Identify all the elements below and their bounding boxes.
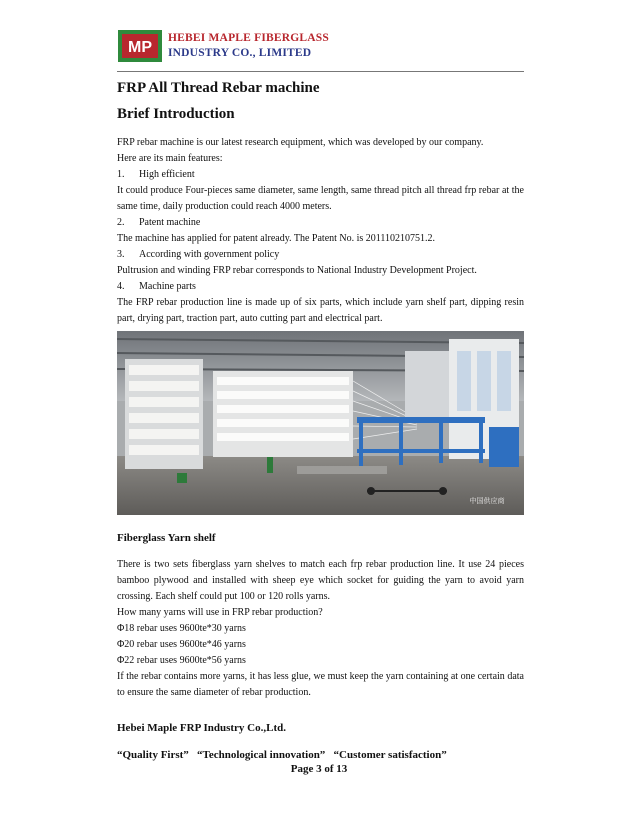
intro-text bbox=[117, 135, 524, 327]
feature-1-text: It could produce Four-pieces same diameter, same length, same thread pitch all thread frp rebar at the same time, daily production could reach 4000 meters. bbox=[117, 185, 524, 212]
feature-2-heading bbox=[117, 215, 524, 231]
intro-paragraph: FRP rebar machine is our latest research equipment, which was developed by our company. bbox=[117, 137, 484, 148]
feature-4-number: 4. bbox=[117, 281, 125, 292]
feature-2-title: Patent machine bbox=[139, 217, 201, 228]
yarn-shelf-paragraph: There is two sets fiberglass yarn shelves to match each frp rebar production line. It use 24 pieces bamboo plywood and installed with sheep eye which socket for guiding the yarn to avoid yarn crossing. Each shelf could put 100 or 120 rolls yarns. bbox=[117, 559, 524, 602]
yarn-shelf-text bbox=[117, 557, 524, 701]
logo-text bbox=[168, 31, 329, 61]
production-line-photo bbox=[117, 331, 524, 515]
feature-3-title: According with government policy bbox=[139, 249, 280, 260]
section-heading-yarn-shelf: Fiberglass Yarn shelf bbox=[117, 532, 216, 544]
company-logo bbox=[118, 27, 330, 65]
feature-4-text: The FRP rebar production line is made up of six parts, which include yarn shelf part, dipping resin part, drying part, traction part, auto cutting part and electrical part. bbox=[117, 297, 524, 324]
photo-watermark: 中国供应商 bbox=[469, 497, 505, 505]
feature-3-number: 3. bbox=[117, 249, 125, 260]
feature-1-title: High efficient bbox=[139, 169, 195, 180]
logo-text-line2: INDUSTRY CO., LIMITED bbox=[168, 47, 312, 59]
yarn-glue-paragraph: If the rebar contains more yarns, it has less glue, we must keep the yarn containing at one certain data to ensure the same diameter of rebar production. bbox=[117, 671, 524, 698]
feature-1-heading bbox=[117, 167, 524, 183]
logo-mark bbox=[118, 28, 162, 64]
page-title: FRP All Thread Rebar machine bbox=[117, 80, 320, 96]
footer-company-name: Hebei Maple FRP Industry Co.,Ltd. bbox=[117, 722, 286, 734]
feature-4-heading bbox=[117, 279, 524, 295]
yarn-count-question: How many yarns will use in FRP rebar production? bbox=[117, 607, 323, 618]
feature-2-number: 2. bbox=[117, 217, 125, 228]
page-number: Page 3 of 13 bbox=[290, 763, 348, 775]
feature-3-text: Pultrusion and winding FRP rebar corresponds to National Industry Development Project. bbox=[117, 265, 477, 276]
feature-3-heading bbox=[117, 247, 524, 263]
feature-2-text: The machine has applied for patent already. The Patent No. is 201110210751.2. bbox=[117, 233, 436, 244]
feature-1-number: 1. bbox=[117, 169, 125, 180]
footer-slogan: “Quality First” “Technological innovation” “Customer satisfaction” bbox=[117, 749, 447, 761]
logo-mark-text: MP bbox=[128, 39, 152, 56]
header-divider bbox=[117, 71, 524, 72]
section-heading-intro: Brief Introduction bbox=[117, 106, 235, 122]
yarn-count-line-2: Φ20 rebar uses 9600te*46 yarns bbox=[117, 639, 246, 650]
feature-4-title: Machine parts bbox=[139, 281, 196, 292]
yarn-count-line-1: Φ18 rebar uses 9600te*30 yarns bbox=[117, 623, 246, 634]
intro-features-label: Here are its main features: bbox=[117, 153, 223, 164]
logo-text-line1: HEBEI MAPLE FIBERGLASS bbox=[168, 32, 329, 44]
yarn-count-line-3: Φ22 rebar uses 9600te*56 yarns bbox=[117, 655, 246, 666]
